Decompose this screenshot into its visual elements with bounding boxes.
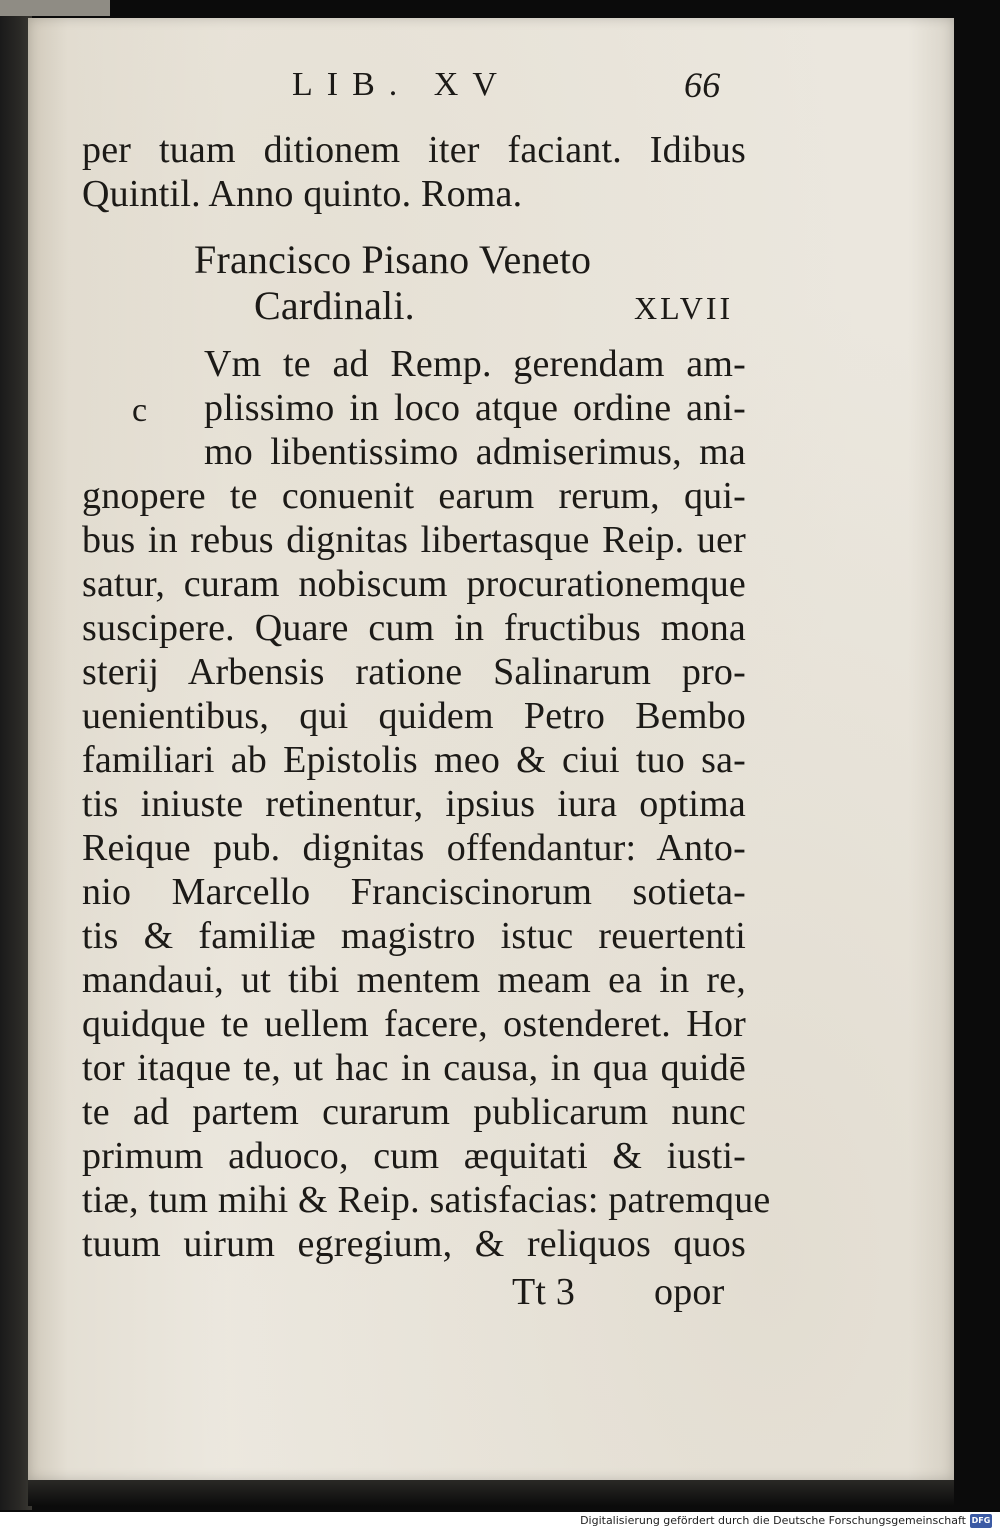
running-head: LIB. XV <box>292 66 511 103</box>
text-line: primum aduoco, cum æquitati & iusti- <box>82 1135 746 1177</box>
text-line: Vm te ad Remp. gerendam am- <box>204 343 746 385</box>
letter-heading-line1: Francisco Pisano Veneto <box>194 237 592 282</box>
dfg-logo-icon: DFG <box>970 1514 992 1528</box>
letter-heading-line2: Cardinali. <box>254 283 415 328</box>
text-line: per tuam ditionem iter faciant. Idibus <box>82 129 746 171</box>
text-line: bus in rebus dignitas libertasque Reip. uer <box>82 519 746 561</box>
text-line: satur, curam nobiscum procurationemque <box>82 563 746 605</box>
text-line: tor itaque te, ut hac in causa, in qua quidē <box>82 1047 746 1089</box>
letter-number: XLVII <box>634 290 734 326</box>
initial-guide-letter: c <box>132 392 148 429</box>
text-line: te ad partem curarum publicarum nunc <box>82 1091 746 1133</box>
text-line: tiæ, tum mihi & Reip. satisfacias: patremque <box>82 1179 771 1221</box>
folio-number: 66 <box>684 65 721 105</box>
text-line: nio Marcello Franciscinorum sotieta- <box>82 871 746 913</box>
catchword: opor <box>654 1271 725 1313</box>
text-line: tis iniuste retinentur, ipsius iura optima <box>82 783 746 825</box>
text-line: Quintil. Anno quinto. Roma. <box>82 173 523 215</box>
text-line: uenientibus, qui quidem Petro Bembo <box>82 695 746 737</box>
text-line: Reique pub. dignitas offendantur: Anto- <box>82 827 746 869</box>
book-cover-top <box>0 0 110 16</box>
text-line: tuum uirum egregium, & reliquos quos <box>82 1223 746 1265</box>
text-line: gnopere te conuenit earum rerum, qui- <box>82 475 746 517</box>
signature-mark: Tt 3 <box>512 1271 576 1313</box>
text-line: plissimo in loco atque ordine ani- <box>204 387 746 429</box>
text-line: familiari ab Epistolis meo & ciui tuo sa- <box>82 739 746 781</box>
funding-notice: Digitalisierung gefördert durch die Deutsche Forschungsgemeinschaft <box>580 1514 966 1527</box>
text-line: quidque te uellem facere, ostenderet. Hor <box>82 1003 746 1045</box>
text-line: suscipere. Quare cum in fructibus mona <box>82 607 746 649</box>
page-bottom-shadow <box>28 1480 954 1506</box>
text-line: tis & familiæ magistro istuc reuertenti <box>82 915 746 957</box>
text-line: mandaui, ut tibi mentem meam ea in re, <box>82 959 746 1001</box>
text-line: mo libentissimo admiserimus, ma <box>204 431 746 473</box>
text-line: sterij Arbensis ratione Salinarum pro- <box>82 651 746 693</box>
